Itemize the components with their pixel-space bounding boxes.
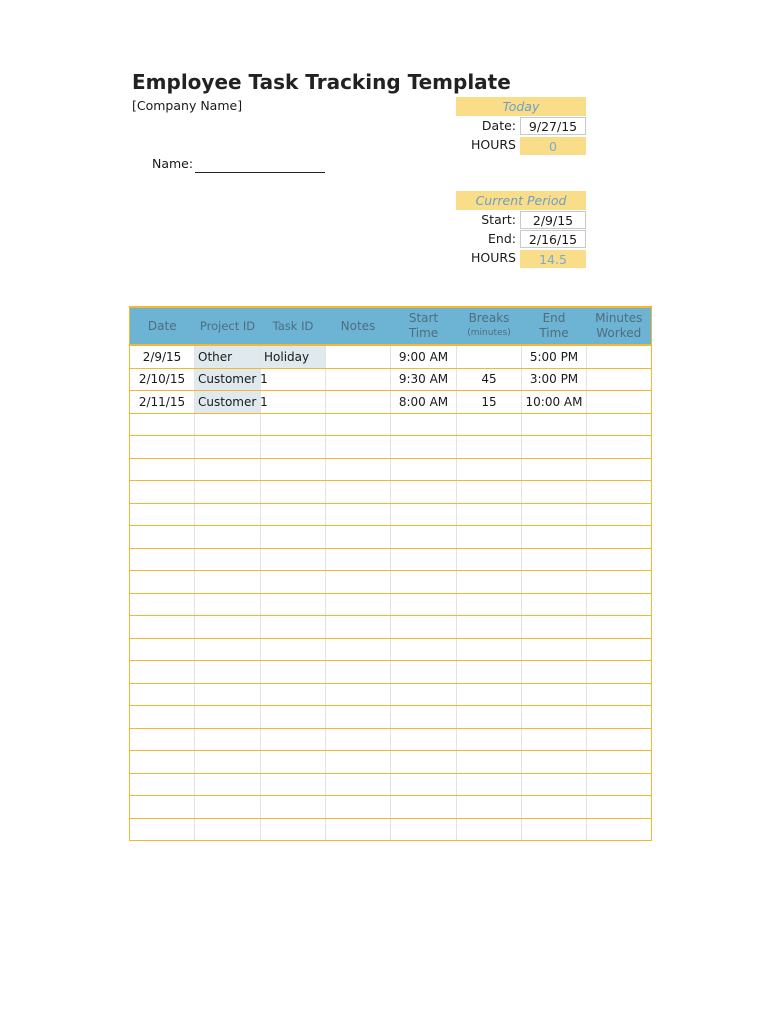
cell-end-time[interactable] [522, 818, 587, 841]
cell-project-id[interactable] [195, 661, 261, 684]
date-label: Date: [481, 118, 516, 133]
cell-minutes-worked [587, 368, 652, 391]
cell-date[interactable]: 2/11/15 [130, 391, 195, 414]
breaks-heading: Breaks [468, 311, 510, 325]
cell-notes[interactable] [326, 638, 391, 661]
cell-breaks[interactable] [457, 503, 522, 526]
cell-minutes-worked [587, 391, 652, 414]
cell-end-time[interactable] [522, 458, 587, 481]
cell-breaks[interactable] [457, 751, 522, 774]
cell-end-time[interactable] [522, 503, 587, 526]
cell-date[interactable] [130, 638, 195, 661]
cell-task-id[interactable] [261, 481, 326, 504]
cell-end-time[interactable]: 3:00 PM [522, 368, 587, 391]
col-header-task-id: Task ID [261, 307, 326, 345]
table-header-row [130, 307, 652, 345]
period-hours-value: 14.5 [520, 250, 586, 268]
table-row [130, 571, 652, 594]
cell-start-time[interactable]: 9:00 AM [391, 345, 457, 368]
cell-notes[interactable] [326, 548, 391, 571]
cell-notes[interactable] [326, 616, 391, 639]
cell-notes[interactable] [326, 728, 391, 751]
cell-task-id[interactable]: Holiday [261, 345, 326, 368]
cell-task-id[interactable] [261, 751, 326, 774]
table-row [130, 818, 652, 841]
cell-notes[interactable] [326, 391, 391, 414]
table-row [130, 345, 652, 368]
cell-project-id[interactable]: Customer 1 [195, 368, 261, 391]
cell-breaks[interactable] [457, 458, 522, 481]
cell-start-time[interactable] [391, 458, 457, 481]
cell-project-id[interactable] [195, 616, 261, 639]
cell-project-id[interactable] [195, 706, 261, 729]
cell-breaks[interactable] [457, 728, 522, 751]
cell-date[interactable] [130, 661, 195, 684]
cell-notes[interactable] [326, 683, 391, 706]
page-title: Employee Task Tracking Template [132, 70, 511, 94]
cell-project-id[interactable]: Customer 1 [195, 391, 261, 414]
cell-breaks[interactable] [457, 638, 522, 661]
cell-breaks[interactable] [457, 571, 522, 594]
cell-project-id[interactable] [195, 773, 261, 796]
cell-end-time[interactable]: 10:00 AM [522, 391, 587, 414]
cell-breaks[interactable]: 45 [457, 368, 522, 391]
cell-start-time[interactable] [391, 526, 457, 549]
cell-start-time[interactable] [391, 728, 457, 751]
cell-project-id[interactable] [195, 683, 261, 706]
cell-start-time[interactable] [391, 706, 457, 729]
table-row [130, 728, 652, 751]
table-row [130, 661, 652, 684]
cell-breaks[interactable] [457, 818, 522, 841]
cell-start-time[interactable]: 9:30 AM [391, 368, 457, 391]
table-row [130, 391, 652, 414]
col-header-date: Date [130, 307, 195, 345]
cell-project-id[interactable] [195, 593, 261, 616]
col-header-start-time [391, 307, 457, 345]
cell-task-id[interactable] [261, 503, 326, 526]
cell-minutes-worked [587, 593, 652, 616]
cell-date[interactable]: 2/10/15 [130, 368, 195, 391]
col-header-project-id: Project ID [195, 307, 261, 345]
cell-task-id[interactable] [261, 593, 326, 616]
cell-project-id[interactable] [195, 413, 261, 436]
cell-task-id[interactable] [261, 661, 326, 684]
end-time-heading: End Time [539, 311, 569, 340]
cell-start-time[interactable] [391, 548, 457, 571]
table-row [130, 616, 652, 639]
cell-breaks[interactable] [457, 593, 522, 616]
cell-end-time[interactable] [522, 683, 587, 706]
cell-date[interactable] [130, 436, 195, 459]
today-date-cell[interactable]: 9/27/15 [520, 117, 586, 135]
cell-start-time[interactable]: 8:00 AM [391, 391, 457, 414]
cell-notes[interactable] [326, 661, 391, 684]
cell-notes[interactable] [326, 773, 391, 796]
cell-breaks[interactable] [457, 526, 522, 549]
cell-start-time[interactable] [391, 593, 457, 616]
cell-breaks[interactable] [457, 773, 522, 796]
cell-date[interactable] [130, 751, 195, 774]
cell-minutes-worked [587, 503, 652, 526]
cell-start-time[interactable] [391, 773, 457, 796]
cell-notes[interactable] [326, 593, 391, 616]
cell-date[interactable] [130, 503, 195, 526]
table-row [130, 548, 652, 571]
cell-project-id[interactable] [195, 818, 261, 841]
cell-project-id[interactable] [195, 458, 261, 481]
cell-project-id[interactable] [195, 436, 261, 459]
cell-minutes-worked [587, 661, 652, 684]
cell-project-id[interactable] [195, 751, 261, 774]
cell-project-id[interactable] [195, 796, 261, 819]
table-row [130, 706, 652, 729]
cell-minutes-worked [587, 818, 652, 841]
period-start-cell[interactable]: 2/9/15 [520, 211, 586, 229]
table-row [130, 683, 652, 706]
end-label: End: [488, 231, 516, 246]
breaks-subheading: (minutes) [467, 328, 511, 338]
start-time-heading: Start Time [408, 311, 439, 340]
cell-project-id[interactable] [195, 526, 261, 549]
cell-notes[interactable] [326, 571, 391, 594]
cell-minutes-worked [587, 683, 652, 706]
cell-notes[interactable] [326, 503, 391, 526]
cell-date[interactable] [130, 481, 195, 504]
cell-task-id[interactable] [261, 526, 326, 549]
cell-task-id[interactable] [261, 458, 326, 481]
cell-start-time[interactable] [391, 571, 457, 594]
table-row [130, 481, 652, 504]
company-name[interactable]: [Company Name] [132, 98, 243, 113]
cell-end-time[interactable] [522, 413, 587, 436]
cell-date[interactable] [130, 683, 195, 706]
cell-minutes-worked [587, 436, 652, 459]
task-table-body [130, 345, 652, 841]
col-header-minutes-worked [587, 307, 652, 345]
cell-date[interactable] [130, 548, 195, 571]
cell-date[interactable] [130, 593, 195, 616]
start-label: Start: [481, 212, 516, 227]
cell-end-time[interactable] [522, 728, 587, 751]
cell-breaks[interactable] [457, 796, 522, 819]
table-row [130, 436, 652, 459]
cell-end-time[interactable] [522, 616, 587, 639]
cell-breaks[interactable] [457, 661, 522, 684]
cell-minutes-worked [587, 728, 652, 751]
cell-minutes-worked [587, 751, 652, 774]
cell-date[interactable] [130, 773, 195, 796]
cell-task-id[interactable] [261, 436, 326, 459]
cell-breaks[interactable] [457, 706, 522, 729]
cell-date[interactable]: 2/9/15 [130, 345, 195, 368]
cell-breaks[interactable] [457, 436, 522, 459]
cell-date[interactable] [130, 616, 195, 639]
cell-start-time[interactable] [391, 503, 457, 526]
table-row [130, 796, 652, 819]
cell-end-time[interactable] [522, 751, 587, 774]
cell-date[interactable] [130, 728, 195, 751]
period-hours-label: HOURS [470, 250, 516, 265]
cell-end-time[interactable] [522, 436, 587, 459]
today-hours-value: 0 [520, 137, 586, 155]
task-table [129, 306, 652, 841]
cell-date[interactable] [130, 413, 195, 436]
cell-project-id[interactable] [195, 503, 261, 526]
table-row [130, 413, 652, 436]
cell-end-time[interactable] [522, 661, 587, 684]
table-row [130, 458, 652, 481]
cell-minutes-worked [587, 773, 652, 796]
cell-notes[interactable] [326, 751, 391, 774]
cell-notes[interactable] [326, 436, 391, 459]
cell-minutes-worked [587, 571, 652, 594]
cell-breaks[interactable]: 15 [457, 391, 522, 414]
cell-minutes-worked [587, 638, 652, 661]
cell-project-id[interactable] [195, 728, 261, 751]
name-field[interactable] [195, 172, 325, 173]
cell-start-time[interactable] [391, 661, 457, 684]
cell-minutes-worked [587, 616, 652, 639]
cell-minutes-worked [587, 796, 652, 819]
cell-project-id[interactable] [195, 548, 261, 571]
cell-date[interactable] [130, 526, 195, 549]
cell-breaks[interactable] [457, 345, 522, 368]
table-row [130, 503, 652, 526]
cell-minutes-worked [587, 706, 652, 729]
cell-end-time[interactable] [522, 571, 587, 594]
table-row [130, 368, 652, 391]
cell-project-id[interactable] [195, 638, 261, 661]
cell-notes[interactable] [326, 368, 391, 391]
cell-start-time[interactable] [391, 616, 457, 639]
current-period-heading: Current Period [456, 191, 586, 210]
cell-end-time[interactable] [522, 593, 587, 616]
cell-end-time[interactable] [522, 526, 587, 549]
cell-breaks[interactable] [457, 481, 522, 504]
col-header-notes: Notes [326, 307, 391, 345]
table-row [130, 751, 652, 774]
cell-start-time[interactable] [391, 683, 457, 706]
cell-start-time[interactable] [391, 481, 457, 504]
cell-start-time[interactable] [391, 436, 457, 459]
cell-notes[interactable] [326, 481, 391, 504]
cell-date[interactable] [130, 458, 195, 481]
cell-project-id[interactable]: Other [195, 345, 261, 368]
cell-minutes-worked [587, 526, 652, 549]
today-heading: Today [456, 97, 586, 116]
cell-notes[interactable] [326, 818, 391, 841]
cell-notes[interactable] [326, 796, 391, 819]
cell-task-id[interactable] [261, 818, 326, 841]
cell-breaks[interactable] [457, 616, 522, 639]
cell-task-id[interactable] [261, 548, 326, 571]
cell-end-time[interactable] [522, 638, 587, 661]
table-row [130, 526, 652, 549]
cell-breaks[interactable] [457, 413, 522, 436]
cell-end-time[interactable] [522, 548, 587, 571]
cell-end-time[interactable] [522, 796, 587, 819]
table-row [130, 773, 652, 796]
cell-start-time[interactable] [391, 413, 457, 436]
cell-task-id[interactable] [261, 616, 326, 639]
cell-start-time[interactable] [391, 818, 457, 841]
cell-end-time[interactable] [522, 773, 587, 796]
cell-task-id[interactable] [261, 368, 326, 391]
today-hours-label: HOURS [470, 137, 516, 152]
cell-project-id[interactable] [195, 571, 261, 594]
cell-date[interactable] [130, 706, 195, 729]
cell-breaks[interactable] [457, 683, 522, 706]
cell-start-time[interactable] [391, 638, 457, 661]
cell-minutes-worked [587, 548, 652, 571]
cell-start-time[interactable] [391, 751, 457, 774]
cell-task-id[interactable] [261, 413, 326, 436]
cell-task-id[interactable] [261, 571, 326, 594]
col-header-end-time [522, 307, 587, 345]
cell-project-id[interactable] [195, 481, 261, 504]
cell-notes[interactable] [326, 706, 391, 729]
cell-date[interactable] [130, 796, 195, 819]
cell-task-id[interactable] [261, 728, 326, 751]
cell-date[interactable] [130, 571, 195, 594]
table-row [130, 638, 652, 661]
cell-minutes-worked [587, 413, 652, 436]
cell-task-id[interactable] [261, 638, 326, 661]
name-label: Name: [152, 156, 194, 171]
cell-end-time[interactable] [522, 706, 587, 729]
cell-task-id[interactable] [261, 683, 326, 706]
table-row [130, 593, 652, 616]
period-end-cell[interactable]: 2/16/15 [520, 230, 586, 248]
cell-task-id[interactable] [261, 796, 326, 819]
cell-task-id[interactable] [261, 391, 326, 414]
col-header-breaks [457, 307, 522, 345]
cell-end-time[interactable]: 5:00 PM [522, 345, 587, 368]
cell-minutes-worked [587, 458, 652, 481]
cell-notes[interactable] [326, 526, 391, 549]
cell-task-id[interactable] [261, 706, 326, 729]
cell-date[interactable] [130, 818, 195, 841]
cell-minutes-worked [587, 345, 652, 368]
cell-notes[interactable] [326, 345, 391, 368]
cell-notes[interactable] [326, 458, 391, 481]
cell-start-time[interactable] [391, 796, 457, 819]
cell-breaks[interactable] [457, 548, 522, 571]
cell-end-time[interactable] [522, 481, 587, 504]
cell-notes[interactable] [326, 413, 391, 436]
cell-task-id[interactable] [261, 773, 326, 796]
cell-minutes-worked [587, 481, 652, 504]
minutes-worked-heading: Minutes Worked [595, 311, 643, 340]
